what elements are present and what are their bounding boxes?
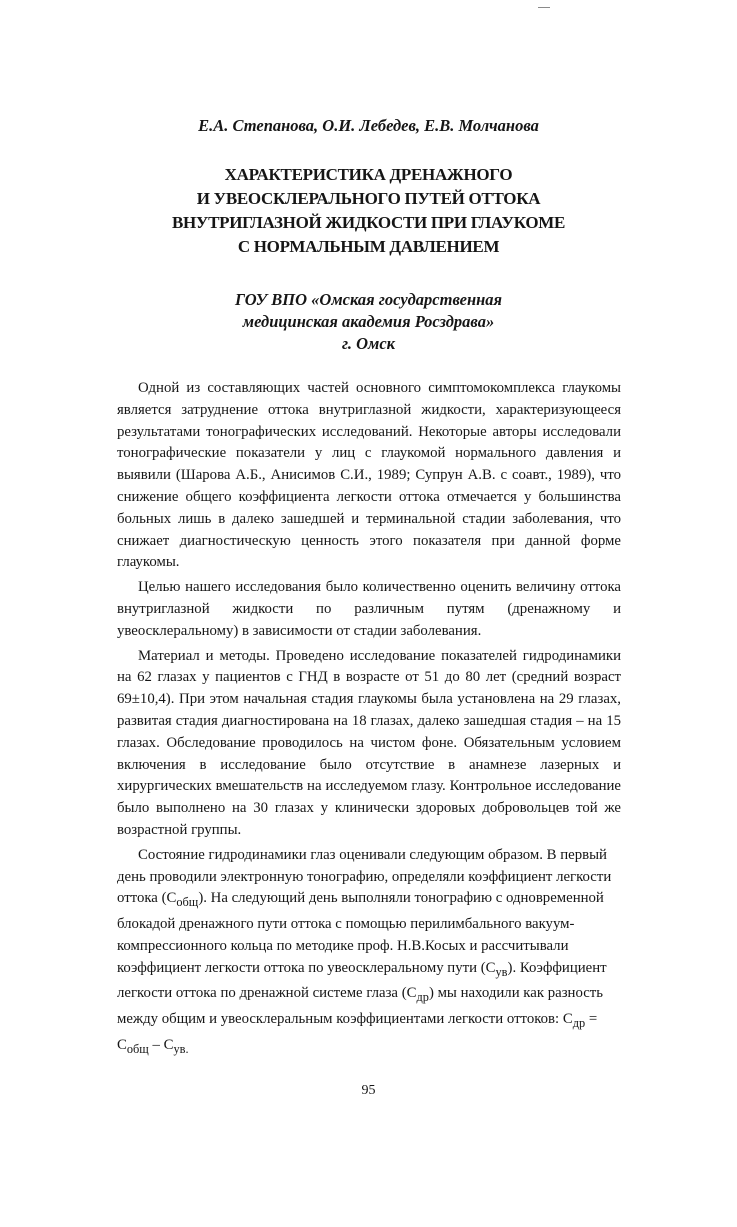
text-run: – C (148, 1036, 174, 1053)
subscript: ув. (173, 1041, 189, 1056)
paragraph-intro: Одной из составляющих частей основного симптомокомплекса глаукомы является затруднение оттока внутриглазной жидкости, характеризующееся результатами тонографических исследований. Некоторые авторы исследовали тонографические показатели у лиц с глаукомой нормального давления и выявили (Шарова А.Б., Анисимов С.И., 1989; Супрун А.В. с соавт., 1989), что снижение общего коэффициента легкости оттока отмечается у большинства больных лишь в далеко зашедшей и терминальной стадии заболевания, что снижает диагностическую ценность этого показателя при данной форме глаукомы. (117, 380, 621, 571)
article-body (117, 378, 621, 1064)
text-run: ). На следующий день выполняли тонографию с одновременной блокадой дренажного пути оттока с помощью перилимбального вакуум-компрессионного кольца по методике проф. Н.В.Косых и рассчитывали коэффициент легкости оттока по увеосклеральному пути (C (117, 890, 604, 976)
affiliation-city: г. Омск (341, 334, 396, 353)
title-line: ХАРАКТЕРИСТИКА ДРЕНАЖНОГО (224, 165, 513, 184)
subscript: др (572, 1016, 586, 1031)
title-line: И УВЕОСКЛЕРАЛЬНОГО ПУТЕЙ ОТТОКА (196, 189, 541, 208)
subscript: общ (176, 895, 199, 910)
affiliation (0, 289, 737, 355)
text-run: Состояние гидродинамики глаз оценивали следующим образом. В первый день проводили электронную тонографию, определяли коэффициент легкости оттока (C (117, 846, 612, 907)
title-line: С НОРМАЛЬНЫМ ДАВЛЕНИЕМ (237, 237, 500, 256)
article-title (0, 163, 737, 259)
affiliation-line: ГОУ ВПО «Омская государственная (234, 290, 503, 309)
text-run: ) мы находили как разность между общим и увеосклеральным коэффициентами легкости оттоков: C (117, 985, 604, 1028)
affiliation-line: медицинская академия Росздрава» (242, 312, 495, 331)
paragraph-procedure (117, 845, 621, 1061)
subscript: общ (126, 1041, 149, 1056)
page-number: 95 (361, 1083, 376, 1098)
subscript: ув (495, 964, 508, 979)
paragraph-methods: Материал и методы. Проведено исследование показателей гидродинамики на 62 глазах у пациентов с ГНД в возрасте от 51 до 80 лет (средний возраст 69±10,4). При этом начальная стадия глаукомы была установлена на 29 глазах, развитая стадия диагностирована на 18 глазах, далеко зашедшая стадия – на 15 глазах. Обследование проводилось на чистом фоне. Обязательным условием включения в исследование было отсутствие в анамнезе лазерных и хирургических вмешательств на исследуемом глазу. Контрольное исследование было выполнено на 30 глазах у клинически здоровых добровольцев той же возрастной группы. (117, 647, 621, 838)
title-line: ВНУТРИГЛАЗНОЙ ЖИДКОСТИ ПРИ ГЛАУКОМЕ (171, 213, 566, 232)
scan-artifact-mark (538, 7, 550, 8)
text-run: ). Коэффициент легкости оттока по дренажной системе глаза (C (117, 959, 607, 1002)
authors: Е.А. Степанова, О.И. Лебедев, Е.В. Молчанова (198, 116, 539, 135)
text-run: = C (117, 1011, 598, 1053)
subscript: др (416, 990, 429, 1005)
paragraph-aim: Целью нашего исследования было количественно оценить величину оттока внутриглазной жидкости по различным путям (дренажному и увеосклеральному) в зависимости от стадии заболевания. (117, 579, 621, 639)
